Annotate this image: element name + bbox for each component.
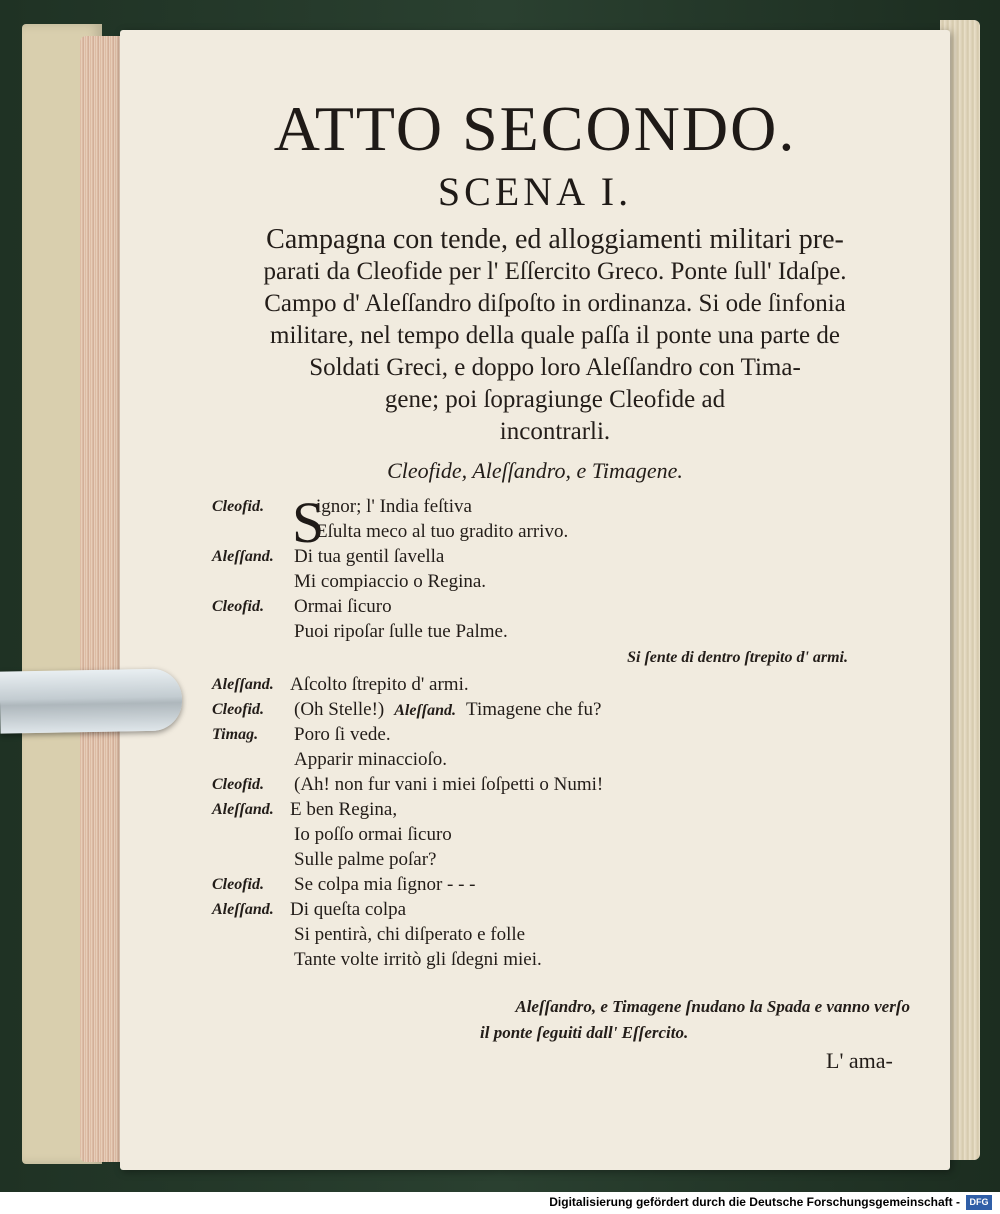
dialogue-line — [212, 947, 912, 972]
dialogue-line — [212, 747, 912, 772]
line-text: Poro ſi vede. — [294, 724, 391, 745]
dialogue-line — [212, 672, 912, 697]
line-text: Io poſſo ormai ſicuro — [294, 824, 452, 845]
dialogue-line — [212, 519, 912, 544]
speaker-name: Cleofid. — [212, 876, 264, 893]
stage-direction-line: il ponte ſeguiti dall' Eſſercito. — [480, 1023, 689, 1042]
dialogue-line — [212, 722, 912, 747]
stage-direction: Si ſente di dentro ſtrepito d' armi. — [627, 649, 848, 666]
description-line: militare, nel tempo della quale paſſa il ponte una parte de — [270, 322, 840, 349]
stage-direction-line: Aleſſandro, e Timagene ſnudano la Spada e vanno verſo — [515, 997, 910, 1016]
dialogue-line — [212, 697, 912, 722]
speaker-name: Aleſſand. — [212, 676, 274, 693]
character-list: Cleofide, Aleſſandro, e Timagene. — [387, 458, 683, 483]
line-text: Tante volte irritò gli ſdegni miei. — [294, 949, 542, 970]
line-text: Apparir minaccioſo. — [294, 749, 448, 770]
scene-description — [200, 224, 910, 448]
line-text: Di queſta colpa — [290, 899, 407, 920]
description-line: Campagna con tende, ed alloggiamenti militari pre- — [266, 224, 844, 255]
line-text: Se colpa mia ſignor - - - — [294, 874, 476, 895]
description-line: Soldati Greci, e doppo loro Aleſſandro con Tima- — [309, 354, 801, 381]
dialogue-line — [212, 772, 912, 797]
line-text: Mi compiaccio o Regina. — [294, 571, 487, 592]
dialogue-line — [212, 619, 912, 644]
funding-notice: Digitalisierung gefördert durch die Deutsche Forschungsgemeinschaft - — [549, 1195, 960, 1209]
description-line: incontrarli. — [499, 418, 611, 445]
dialogue — [212, 490, 912, 972]
description-line: parati da Cleofide per l' Eſſercito Greco. Ponte ſull' Idaſpe. — [263, 258, 847, 285]
speaker-name: Aleſſand. — [212, 548, 274, 565]
speaker-name: Aleſſand. — [394, 702, 457, 719]
page-clip — [0, 668, 183, 733]
speaker-name: Timag. — [212, 726, 259, 743]
dialogue-line — [212, 872, 912, 897]
line-text: Si pentirà, chi diſperato e folle — [294, 924, 526, 945]
speaker-name: Cleofid. — [212, 776, 264, 793]
dialogue-line — [212, 544, 912, 569]
description-line: gene; poi ſopragiunge Cleofide ad — [384, 386, 726, 413]
dialogue-line — [212, 594, 912, 619]
line-text: Sulle palme poſar? — [294, 849, 437, 870]
dialogue-line — [212, 569, 912, 594]
line-text: Timagene che fu? — [466, 699, 602, 720]
speaker-name: Cleofid. — [212, 598, 264, 615]
dialogue-line — [212, 797, 912, 822]
aside-text: (Oh Stelle!) — [294, 699, 385, 720]
line-text: (Ah! non fur vani i miei ſoſpetti o Numi! — [294, 774, 604, 795]
speaker-name: Aleſſand. — [212, 901, 274, 918]
catchword: L' ama- — [826, 1048, 893, 1073]
line-text: ignor; l' India feſtiva — [316, 496, 472, 517]
dialogue-line — [212, 897, 912, 922]
dialogue-line — [212, 922, 912, 947]
line-text: Aſcolto ſtrepito d' armi. — [290, 674, 469, 695]
dfg-logo: DFG — [966, 1195, 992, 1210]
act-title: ATTO SECONDO. — [273, 93, 797, 164]
dialogue-line — [212, 822, 912, 847]
scene-title: SCENA I. — [437, 169, 633, 214]
line-text: Di tua gentil ſavella — [294, 546, 445, 567]
line-text: E ben Regina, — [290, 799, 398, 820]
speaker-name: Aleſſand. — [212, 801, 274, 818]
speaker-name: Cleofid. — [212, 701, 264, 718]
speaker-name: Cleofid. — [212, 498, 264, 515]
line-text — [294, 697, 601, 723]
line-text: Puoi ripoſar ſulle tue Palme. — [294, 621, 508, 642]
description-line: Campo d' Aleſſandro diſpoſto in ordinanza. Si ode ſinfonia — [264, 290, 846, 317]
drop-cap: S — [292, 490, 325, 555]
line-text: Eſulta meco al tuo gradito arrivo. — [316, 521, 569, 542]
footer-bar — [0, 1192, 1000, 1214]
dialogue-line — [212, 847, 912, 872]
final-stage-direction — [380, 994, 910, 1046]
line-text: Ormai ſicuro — [294, 596, 392, 617]
